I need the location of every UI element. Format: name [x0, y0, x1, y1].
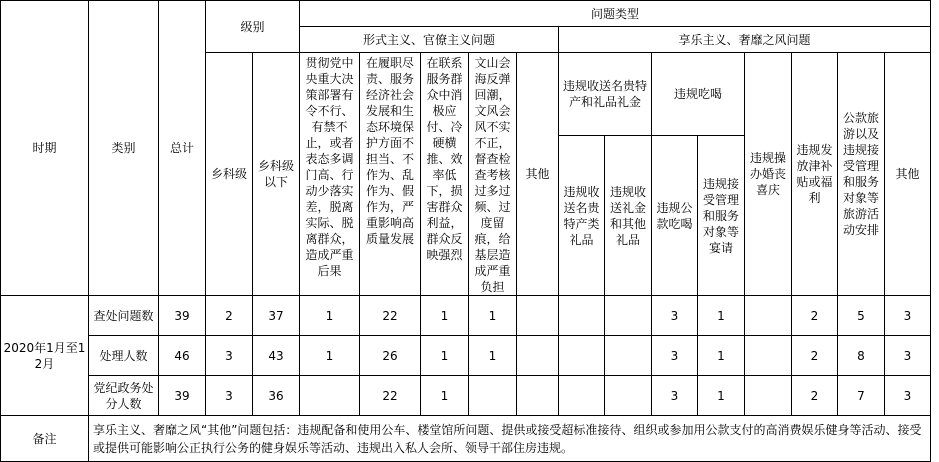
table-row [1, 336, 931, 376]
header-eating-2: 违规接受管理和服务对象等宴请 [698, 136, 745, 296]
cell-township: 2 [206, 296, 253, 336]
cell-gift-1 [559, 296, 605, 336]
row-label: 查处问题数 [89, 296, 159, 336]
cell-formalism-2: 22 [360, 296, 421, 336]
cell-formalism-3: 1 [421, 296, 469, 336]
header-formalism-4: 文山会海反弹回潮，文风会风不实不正，督查检查考核过多过频、过度留痕，给基层造成严重负担 [469, 53, 517, 296]
header-period: 时期 [1, 1, 89, 296]
cell-allowance: 2 [792, 296, 838, 336]
header-problem-type: 问题类型 [300, 1, 931, 27]
cell-formalism-1: 1 [300, 296, 360, 336]
header-formalism-1: 贯彻党中央重大决策部署有令不行、有禁不止，或者表态多调门高、行动少落实差，脱离实际、脱离群众，造成严重后果 [300, 53, 360, 296]
header-eating-1: 违规公款吃喝 [652, 136, 698, 296]
header-travel: 公款旅游以及违规接受管理和服务对象等旅游活动安排 [838, 53, 885, 296]
row-label: 党纪政务处分人数 [89, 376, 159, 416]
cell-below-township: 37 [253, 296, 300, 336]
row-label: 处理人数 [89, 336, 159, 376]
cell-total: 46 [159, 336, 206, 376]
cell-eating-1: 3 [652, 376, 698, 416]
header-formalism-group: 形式主义、官僚主义问题 [300, 27, 559, 53]
cell-formalism-4: 1 [469, 296, 517, 336]
period-cell: 2020年1月至12月 [1, 296, 89, 416]
cell-gift-1 [559, 376, 605, 416]
cell-formalism-3: 1 [421, 376, 469, 416]
cell-eating-1: 3 [652, 336, 698, 376]
header-gift-2: 违规收送礼金和其他礼品 [605, 136, 652, 296]
table-row [1, 296, 931, 336]
header-formalism-2: 在履职尽责、服务经济社会发展和生态环境保护方面不担当、不作为、乱作为、假作为，严重影响高质量发展 [360, 53, 421, 296]
cell-travel: 5 [838, 296, 885, 336]
header-hedonism-group: 享乐主义、奢靡之风问题 [559, 27, 931, 53]
cell-travel: 7 [838, 376, 885, 416]
cell-formalism-2: 22 [360, 376, 421, 416]
cell-formalism-other [517, 336, 559, 376]
cell-eating-1: 3 [652, 296, 698, 336]
cell-eating-2: 1 [698, 336, 745, 376]
cell-gift-1 [559, 336, 605, 376]
cell-below-township: 43 [253, 336, 300, 376]
header-wedding: 违规操办婚丧喜庆 [745, 53, 792, 296]
cell-wedding [745, 296, 792, 336]
note-text: 享乐主义、奢靡之风“其他”问题包括：违规配备和使用公车、楼堂馆所问题、提供或接受超标准接待、组织或参加用公款支付的高消费娱乐健身等活动、接受或提供可能影响公正执行公务的健身娱乐等活动、违规出入私人会所、领导干部住房违规。 [89, 416, 931, 462]
header-gift-group: 违规收送名贵特产和礼品礼金 [559, 53, 652, 136]
cell-township: 3 [206, 376, 253, 416]
cell-gift-2 [605, 296, 652, 336]
cell-wedding [745, 336, 792, 376]
header-below-township: 乡科级以下 [253, 53, 300, 296]
header-formalism-other: 其他 [517, 53, 559, 296]
header-gift-1: 违规收送名贵特产类礼品 [559, 136, 605, 296]
cell-formalism-1 [300, 376, 360, 416]
cell-eating-2: 1 [698, 376, 745, 416]
cell-formalism-1: 1 [300, 336, 360, 376]
cell-formalism-4: 1 [469, 336, 517, 376]
header-hedonism-other: 其他 [885, 53, 931, 296]
cell-formalism-4 [469, 376, 517, 416]
cell-formalism-2: 26 [360, 336, 421, 376]
cell-hedonism-other: 3 [885, 296, 931, 336]
cell-allowance: 2 [792, 336, 838, 376]
note-row [1, 416, 931, 462]
cell-formalism-other [517, 296, 559, 336]
header-allowance: 违规发放津补贴或福利 [792, 53, 838, 296]
cell-gift-2 [605, 376, 652, 416]
cell-allowance: 2 [792, 376, 838, 416]
cell-total: 39 [159, 376, 206, 416]
cell-gift-2 [605, 336, 652, 376]
cell-formalism-other [517, 376, 559, 416]
header-category: 类别 [89, 1, 159, 296]
table-row [1, 376, 931, 416]
cell-eating-2: 1 [698, 296, 745, 336]
header-formalism-3: 在联系服务群众中消极应付、冷硬横推、效率低下，损害群众利益，群众反映强烈 [421, 53, 469, 296]
header-township: 乡科级 [206, 53, 253, 296]
cell-below-township: 36 [253, 376, 300, 416]
cell-hedonism-other: 3 [885, 336, 931, 376]
header-level: 级别 [206, 1, 300, 53]
header-eating-group: 违规吃喝 [652, 53, 745, 136]
header-total: 总计 [159, 1, 206, 296]
note-label: 备注 [1, 416, 89, 462]
cell-formalism-3: 1 [421, 336, 469, 376]
cell-total: 39 [159, 296, 206, 336]
cell-wedding [745, 376, 792, 416]
cell-travel: 8 [838, 336, 885, 376]
cell-hedonism-other: 3 [885, 376, 931, 416]
cell-township: 3 [206, 336, 253, 376]
